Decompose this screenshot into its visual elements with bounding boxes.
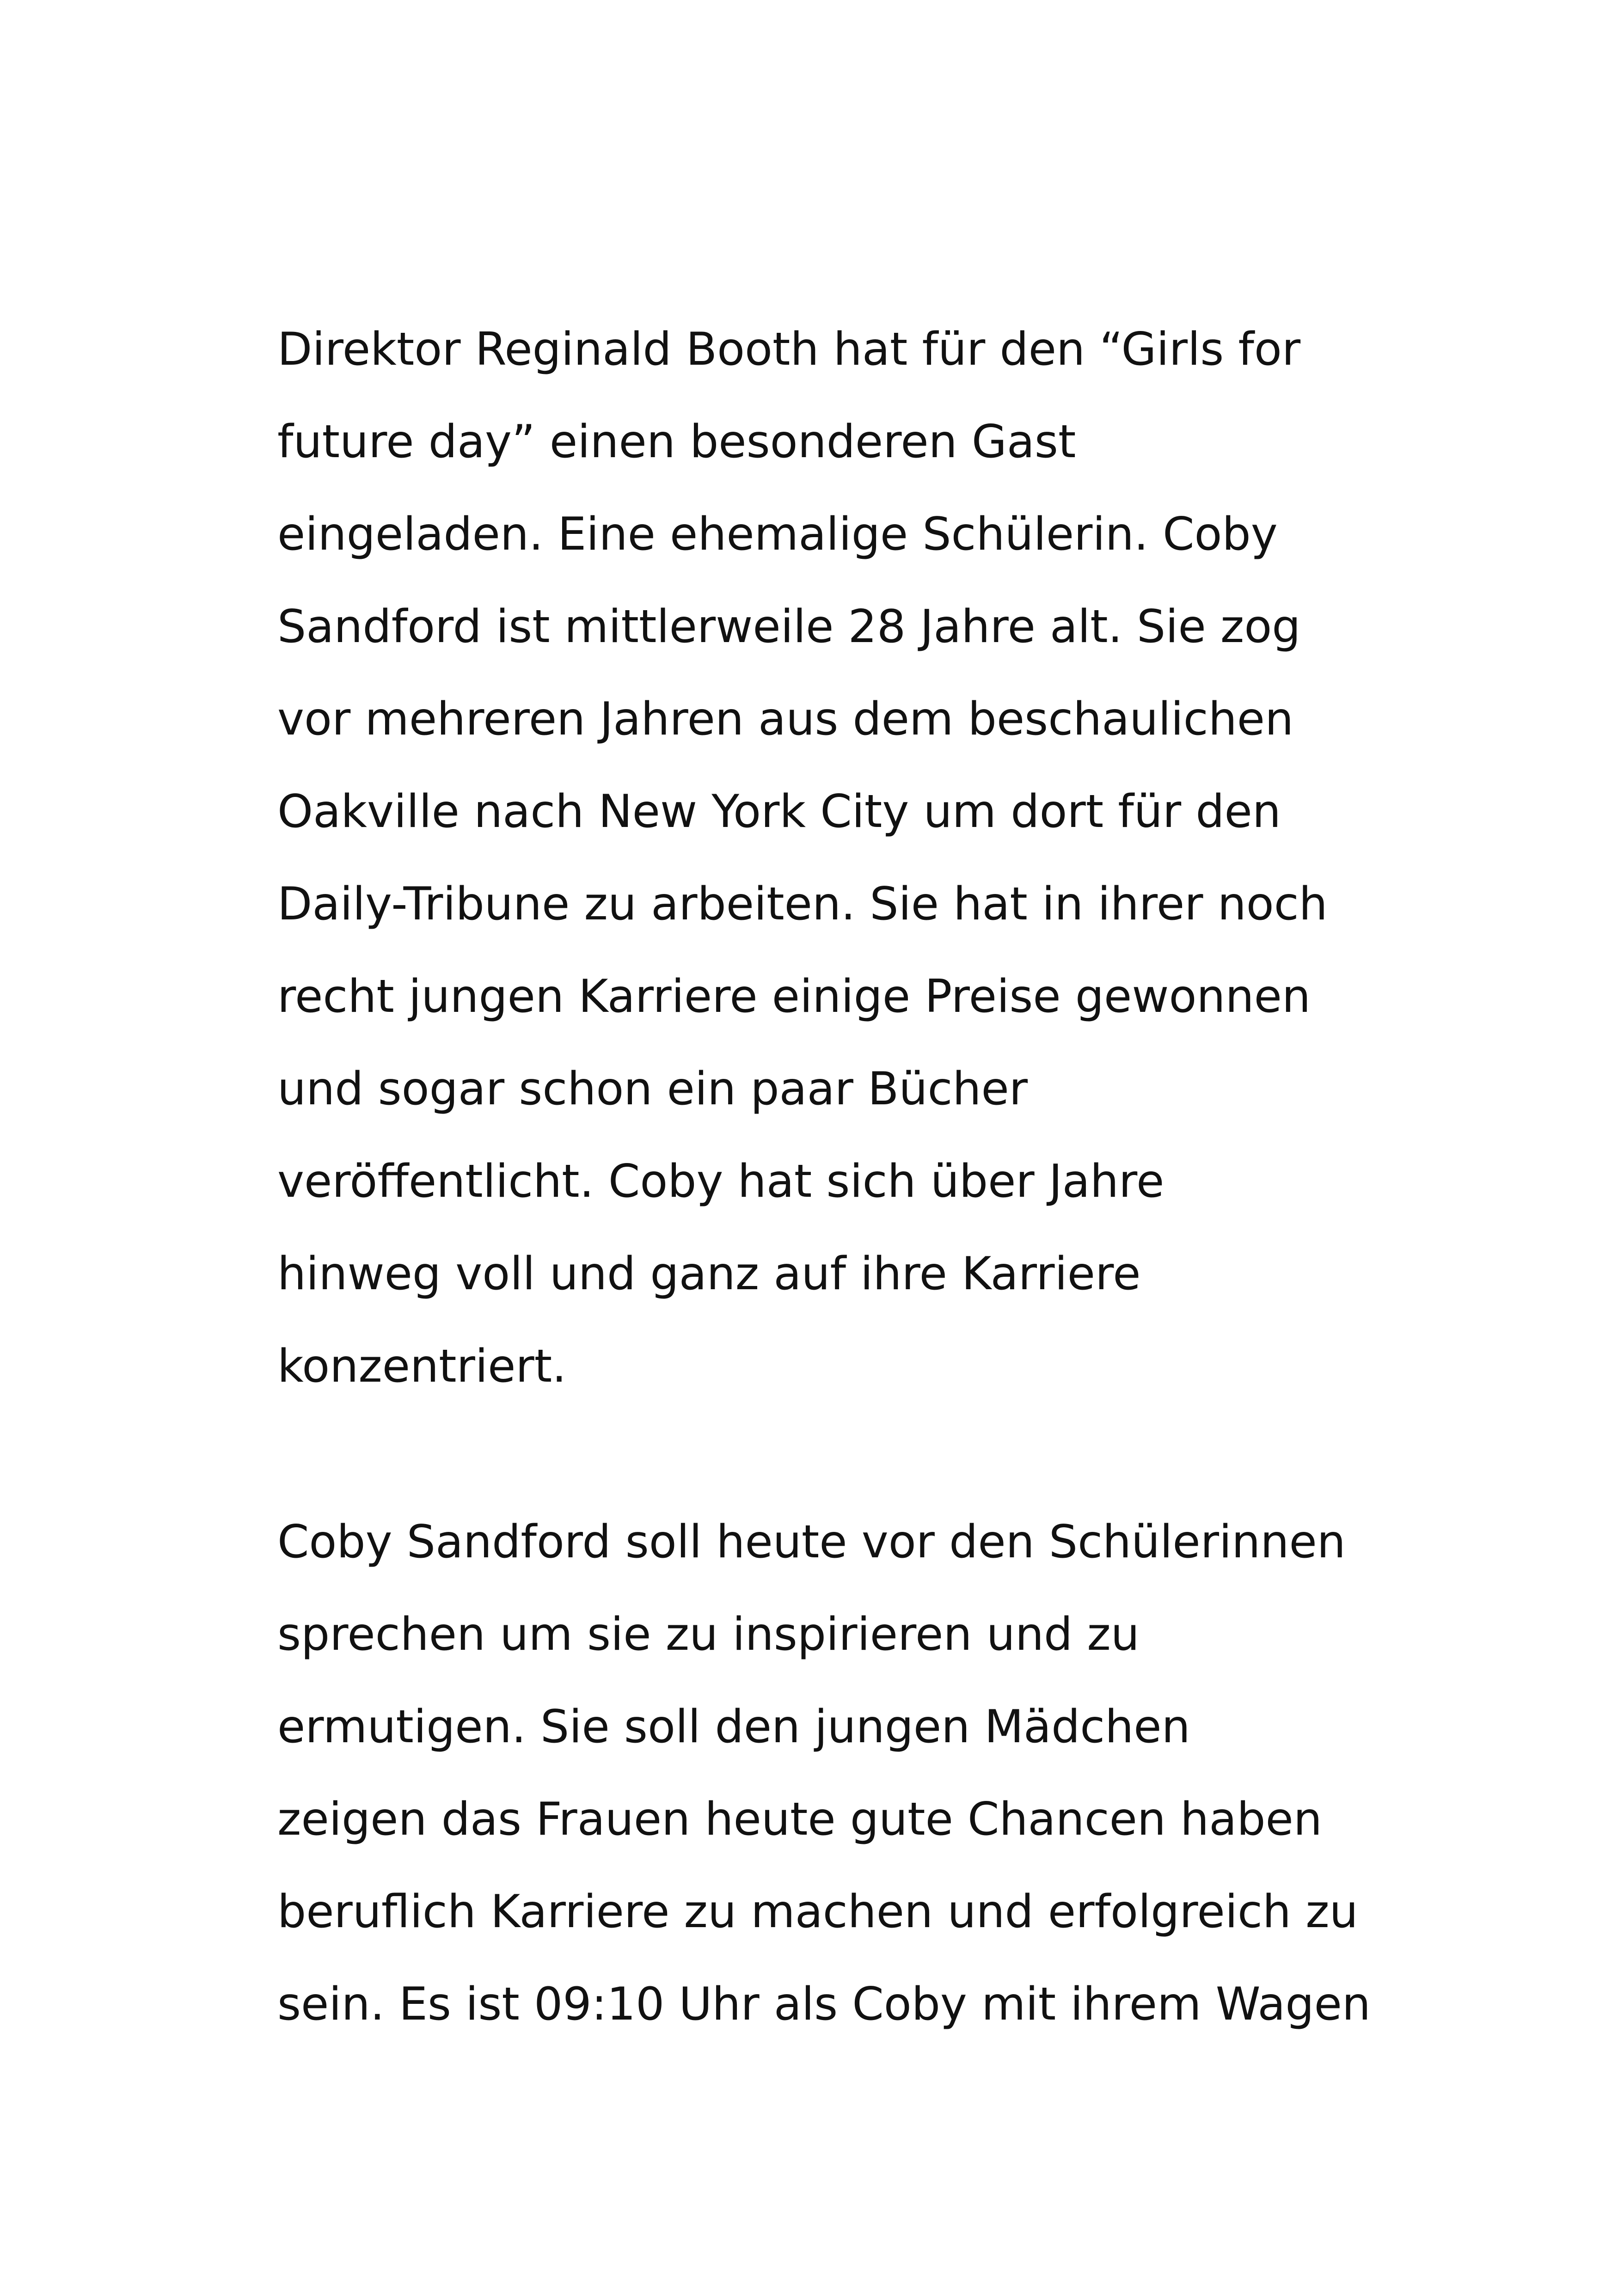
paragraph-line: und sogar schon ein paar Bücher <box>277 1063 1028 1115</box>
paragraph-line: eingeladen. Eine ehemalige Schülerin. Coby <box>277 508 1278 561</box>
paragraph-line: sein. Es ist 09:10 Uhr als Coby mit ihrem Wagen <box>277 1978 1371 2031</box>
paragraph-line: Direktor Reginald Booth hat für den “Girls for <box>277 323 1301 376</box>
paragraph-line: Sandford ist mittlerweile 28 Jahre alt. Sie zog <box>277 600 1301 653</box>
paragraph-line: konzentriert. <box>277 1340 567 1393</box>
paragraph-line: beruflich Karriere zu machen und erfolgreich zu <box>277 1886 1358 1938</box>
paragraph-line: hinweg voll und ganz auf ihre Karriere <box>277 1248 1141 1300</box>
paragraph-2 <box>277 1496 1387 2051</box>
paragraph-line: Daily-Tribune zu arbeiten. Sie hat in ihrer noch <box>277 878 1328 931</box>
paragraph-line: ermutigen. Sie soll den jungen Mädchen <box>277 1701 1190 1753</box>
paragraph-line: Oakville nach New York City um dort für den <box>277 785 1281 838</box>
paragraph-1 <box>277 303 1387 1413</box>
paragraph-line: future day” einen besonderen Gast <box>277 416 1076 468</box>
paragraph-line: vor mehreren Jahren aus dem beschaulichen <box>277 693 1294 746</box>
paragraph-line: Coby Sandford soll heute vor den Schülerinnen <box>277 1516 1346 1568</box>
paragraph-line: veröffentlicht. Coby hat sich über Jahre <box>277 1155 1164 1208</box>
paragraph-line: recht jungen Karriere einige Preise gewonnen <box>277 970 1311 1023</box>
paragraph-line: zeigen das Frauen heute gute Chancen haben <box>277 1793 1322 1846</box>
paragraph-line: sprechen um sie zu inspirieren und zu <box>277 1608 1140 1661</box>
